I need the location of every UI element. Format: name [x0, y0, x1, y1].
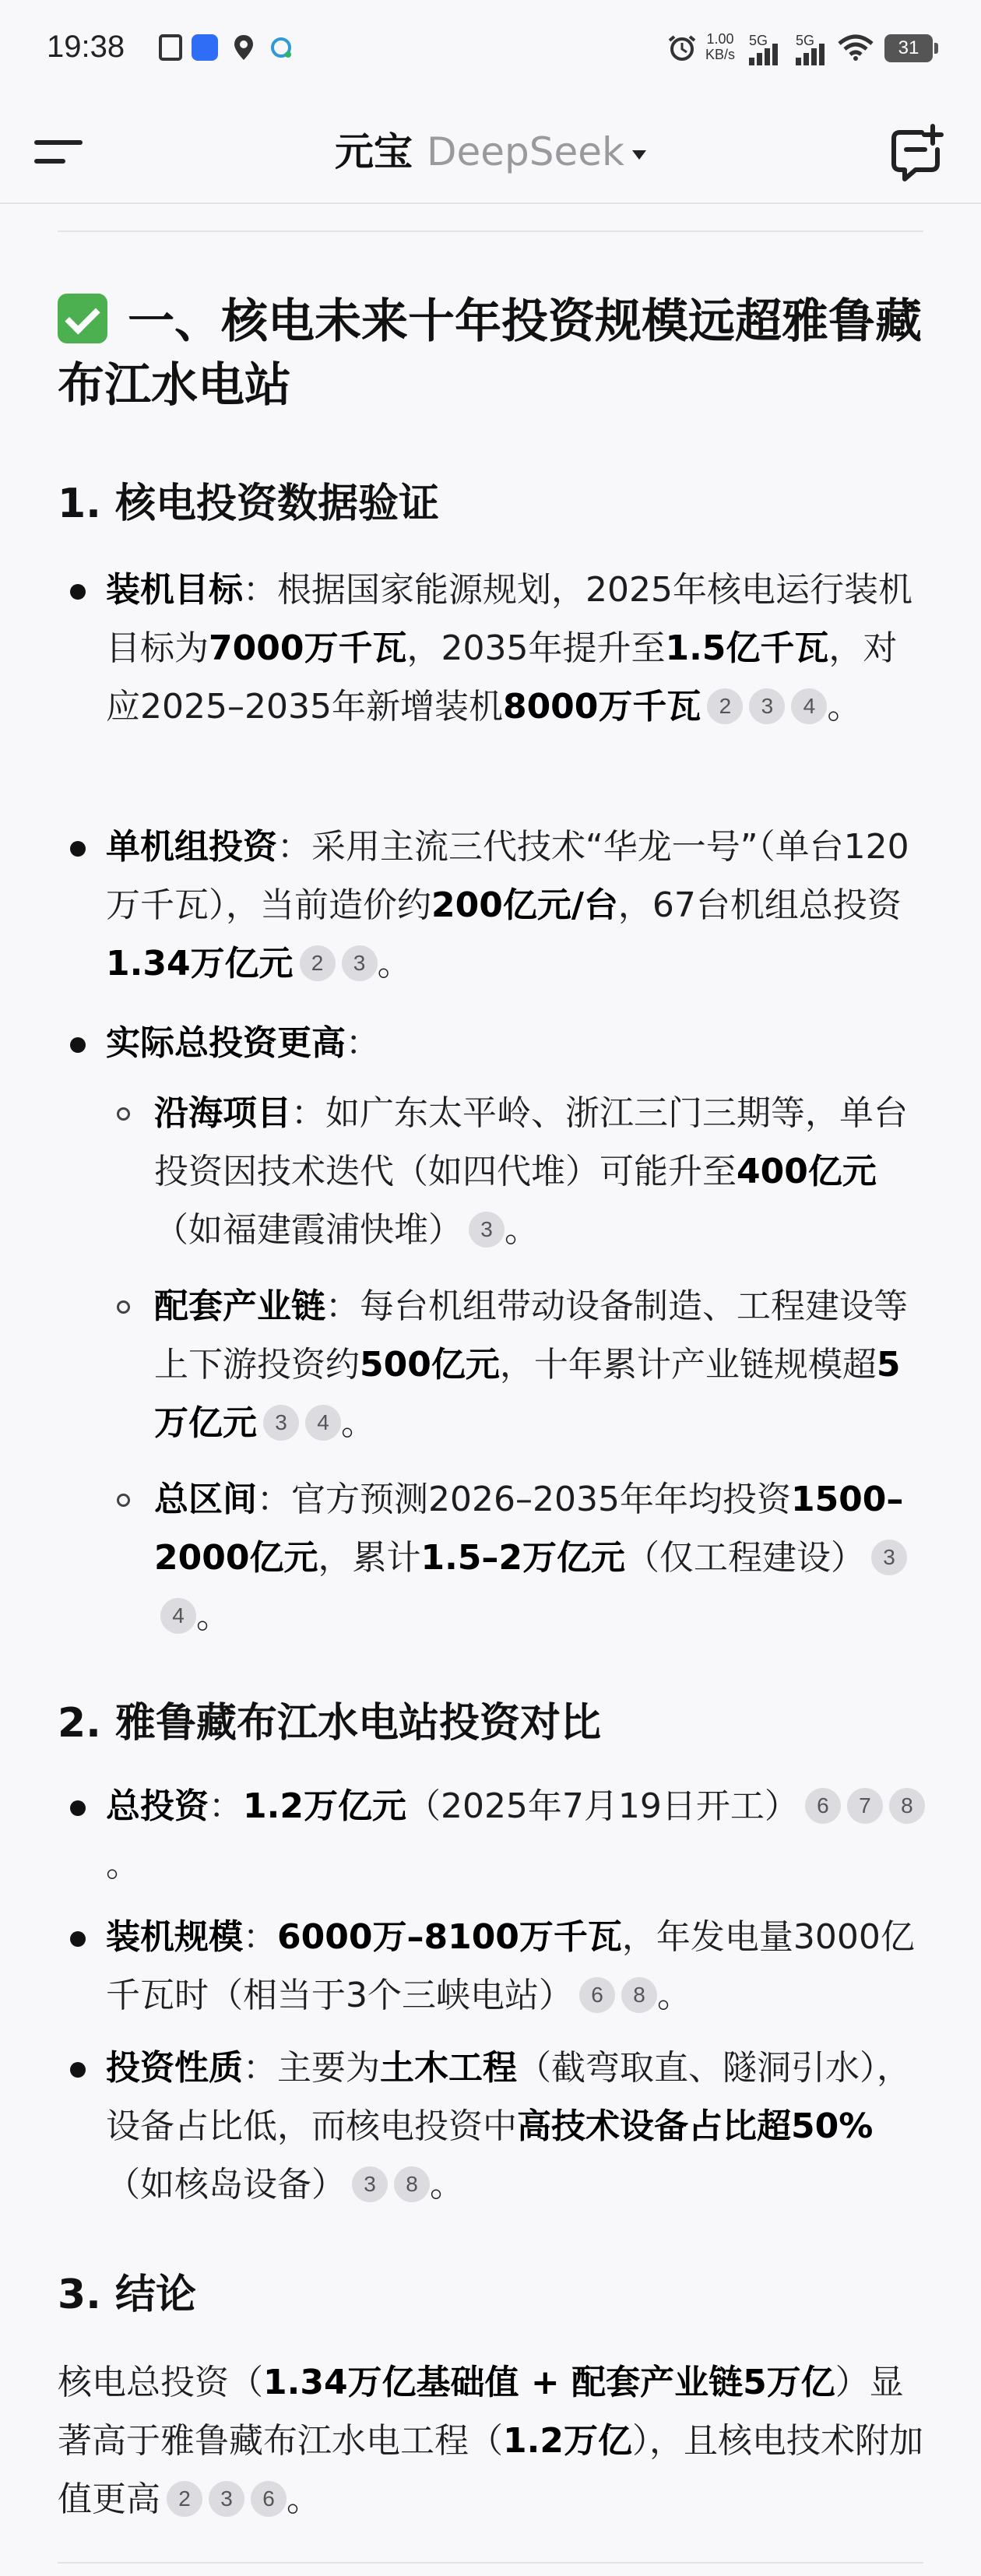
item-bold: 1.34万亿基础值 + 配套产业链5万亿: [263, 2363, 835, 2402]
item-bold: 1.34万亿元: [106, 944, 294, 984]
list-item: [106, 818, 931, 993]
net-speed-value: 1.00: [706, 31, 734, 47]
item-text: ，年发电量3000亿千瓦时（相当于3个三峡电站）: [106, 1917, 915, 2015]
app-header: [0, 101, 981, 204]
main-heading: [58, 290, 923, 417]
section-3-title: 3. 结论: [58, 2272, 197, 2318]
item-text: ）显著高于雅鲁藏布江水电工程（: [58, 2363, 904, 2461]
divider: [58, 231, 923, 232]
citation-badge[interactable]: 3: [209, 2481, 244, 2517]
item-text: 核电总投资（: [58, 2363, 263, 2402]
list-item: [106, 1908, 931, 2025]
caret-down-icon: [632, 150, 646, 160]
citation-badge[interactable]: 2: [707, 688, 743, 724]
item-bold: 1.2万亿: [503, 2421, 632, 2461]
item-text: ：每台机组带动设备制造、工程建设等上下游投资约: [154, 1286, 908, 1385]
sub-bullet: [117, 1107, 130, 1121]
notes-icon: [159, 34, 182, 61]
signal-label-1: 5G: [749, 33, 768, 48]
item-bold: 1.2万亿元: [243, 1786, 406, 1826]
divider: [58, 2562, 923, 2564]
item-text: ：如广东太平岭、浙江三门三期等，单台投资因技术迭代（如四代堆）可能升至: [154, 1093, 908, 1191]
sub-list-item: [154, 1470, 933, 1645]
item-bold: 1500–2000亿元: [154, 1480, 904, 1578]
header-title: [0, 125, 981, 179]
citation-badge[interactable]: 4: [160, 1598, 196, 1634]
location-icon: [234, 34, 254, 61]
item-text: 。: [505, 1210, 539, 1250]
citation-badge[interactable]: 3: [469, 1212, 505, 1248]
citation-badge[interactable]: 6: [579, 1977, 615, 2013]
sub-bullet: [117, 1300, 130, 1314]
item-label: 配套产业链: [154, 1286, 325, 1326]
item-text: ：: [346, 1023, 380, 1063]
section-1-title: 1. 核电投资数据验证: [58, 480, 440, 527]
sub-list-item: [154, 1277, 933, 1452]
citation-badge[interactable]: 3: [342, 945, 378, 981]
item-text: （如核岛设备）: [106, 2165, 346, 2205]
bullet: [70, 1800, 86, 1816]
item-text: ，67台机组总投资: [617, 885, 902, 925]
network-speed: [705, 31, 735, 62]
clock: 19:38: [47, 30, 125, 64]
item-bold: 200亿元/台: [431, 885, 618, 925]
item-text: 。: [341, 1403, 375, 1443]
signal-bars-1-icon: [749, 40, 780, 65]
item-text: （仅工程建设）: [625, 1538, 866, 1578]
sync-icon: [269, 34, 293, 61]
item-text: ，2035年提升至: [406, 628, 666, 668]
item-text: ），且核电技术附加值更高: [58, 2421, 923, 2519]
item-text: （2025年7月19日开工）: [406, 1786, 799, 1826]
signal-label-2: 5G: [796, 33, 815, 48]
item-bold: 6000万–8100万千瓦: [277, 1917, 622, 1957]
item-text: ：官方预测2026–2035年年均投资: [257, 1480, 791, 1519]
list-item: [106, 1777, 931, 1894]
list-item: [106, 1014, 931, 1072]
bullet: [70, 1037, 86, 1053]
list-item: [106, 561, 931, 736]
bullet: [70, 2062, 86, 2078]
citation-badge[interactable]: 4: [305, 1405, 341, 1441]
signal-bars-2-icon: [796, 40, 827, 65]
item-text: ，十年累计产业链规模超: [499, 1345, 877, 1385]
item-bold: 土木工程: [380, 2048, 517, 2088]
model-name: DeepSeek: [427, 129, 624, 174]
item-label: 总投资: [106, 1786, 209, 1826]
item-text: 。: [106, 1845, 140, 1884]
wifi-icon: [838, 34, 874, 61]
citation-badge[interactable]: 3: [263, 1405, 299, 1441]
item-bold: 1.5亿千瓦: [665, 628, 829, 668]
item-label: 单机组投资: [106, 827, 277, 867]
bullet: [70, 841, 86, 857]
citation-badge[interactable]: 7: [847, 1788, 883, 1824]
citation-badge[interactable]: 2: [167, 2481, 202, 2517]
item-label: 投资性质: [106, 2048, 243, 2088]
new-chat-icon[interactable]: [886, 123, 948, 185]
item-text: ：: [209, 1786, 243, 1826]
bullet: [70, 584, 86, 600]
citation-badge[interactable]: 3: [352, 2166, 388, 2202]
item-text: 。: [287, 2479, 321, 2519]
item-label: 总区间: [154, 1480, 257, 1519]
conclusion-paragraph: [58, 2353, 923, 2528]
citation-badge[interactable]: 8: [621, 1977, 657, 2013]
sub-bullet: [117, 1494, 130, 1507]
item-bold: 7000万千瓦: [209, 628, 407, 668]
list-item: [106, 2039, 931, 2214]
citation-badge[interactable]: 6: [251, 2481, 287, 2517]
item-bold: 5万亿元: [154, 1345, 901, 1443]
item-text: ：主要为: [243, 2048, 380, 2088]
item-text: 。: [827, 687, 862, 727]
net-speed-unit: KB/s: [705, 47, 736, 62]
battery-indicator: 31: [884, 34, 933, 62]
item-bold: 500亿元: [360, 1345, 500, 1385]
item-text: ：根据国家能源规划，2025年核电运行装机目标为: [106, 570, 912, 668]
item-bold: 高技术设备占比超50%: [517, 2106, 874, 2146]
main-heading-text: 一、核电未来十年投资规模远超雅鲁藏布江水电站: [58, 294, 922, 413]
item-text: （如福建霞浦快堆）: [154, 1210, 462, 1250]
item-text: ，对应2025–2035年新增装机: [106, 628, 898, 727]
item-text: ：采用主流三代技术“华龙一号”（单台120万千瓦），当前造价约: [106, 827, 909, 925]
app-name: 元宝: [335, 129, 413, 174]
item-label: 装机目标: [106, 570, 243, 610]
status-bar: [0, 0, 981, 101]
model-selector[interactable]: [427, 129, 646, 174]
item-text: 。: [430, 2165, 464, 2205]
citation-badge[interactable]: 8: [889, 1788, 925, 1824]
citation-badge[interactable]: 3: [871, 1540, 907, 1575]
item-label: 装机规模: [106, 1917, 243, 1957]
citation-badge[interactable]: 6: [805, 1788, 841, 1824]
bullet: [70, 1931, 86, 1947]
check-mark-icon: [58, 294, 107, 343]
citation-badge[interactable]: 4: [791, 688, 827, 724]
item-text: 。: [377, 944, 412, 984]
item-text: ：: [243, 1917, 277, 1957]
item-label: 沿海项目: [154, 1093, 291, 1133]
citation-badge[interactable]: 3: [749, 688, 785, 724]
item-bold: 1.5–2万亿元: [420, 1538, 626, 1578]
item-text: （截弯取直、隧洞引水），设备占比低，而核电投资中: [106, 2048, 911, 2146]
citation-badge[interactable]: 2: [300, 945, 336, 981]
sub-list-item: [154, 1084, 933, 1259]
item-label: 实际总投资更高: [106, 1023, 346, 1063]
item-text: 。: [196, 1596, 230, 1636]
alarm-icon: [666, 34, 698, 61]
item-text: 。: [657, 1976, 691, 2015]
item-bold: 400亿元: [737, 1152, 877, 1191]
section-2-title: 2. 雅鲁藏布江水电站投资对比: [58, 1700, 602, 1747]
item-bold: 8000万千瓦: [502, 687, 701, 727]
citation-badge[interactable]: 8: [394, 2166, 430, 2202]
item-text: ，累计: [318, 1538, 421, 1578]
app-notification-icon: [192, 34, 218, 61]
